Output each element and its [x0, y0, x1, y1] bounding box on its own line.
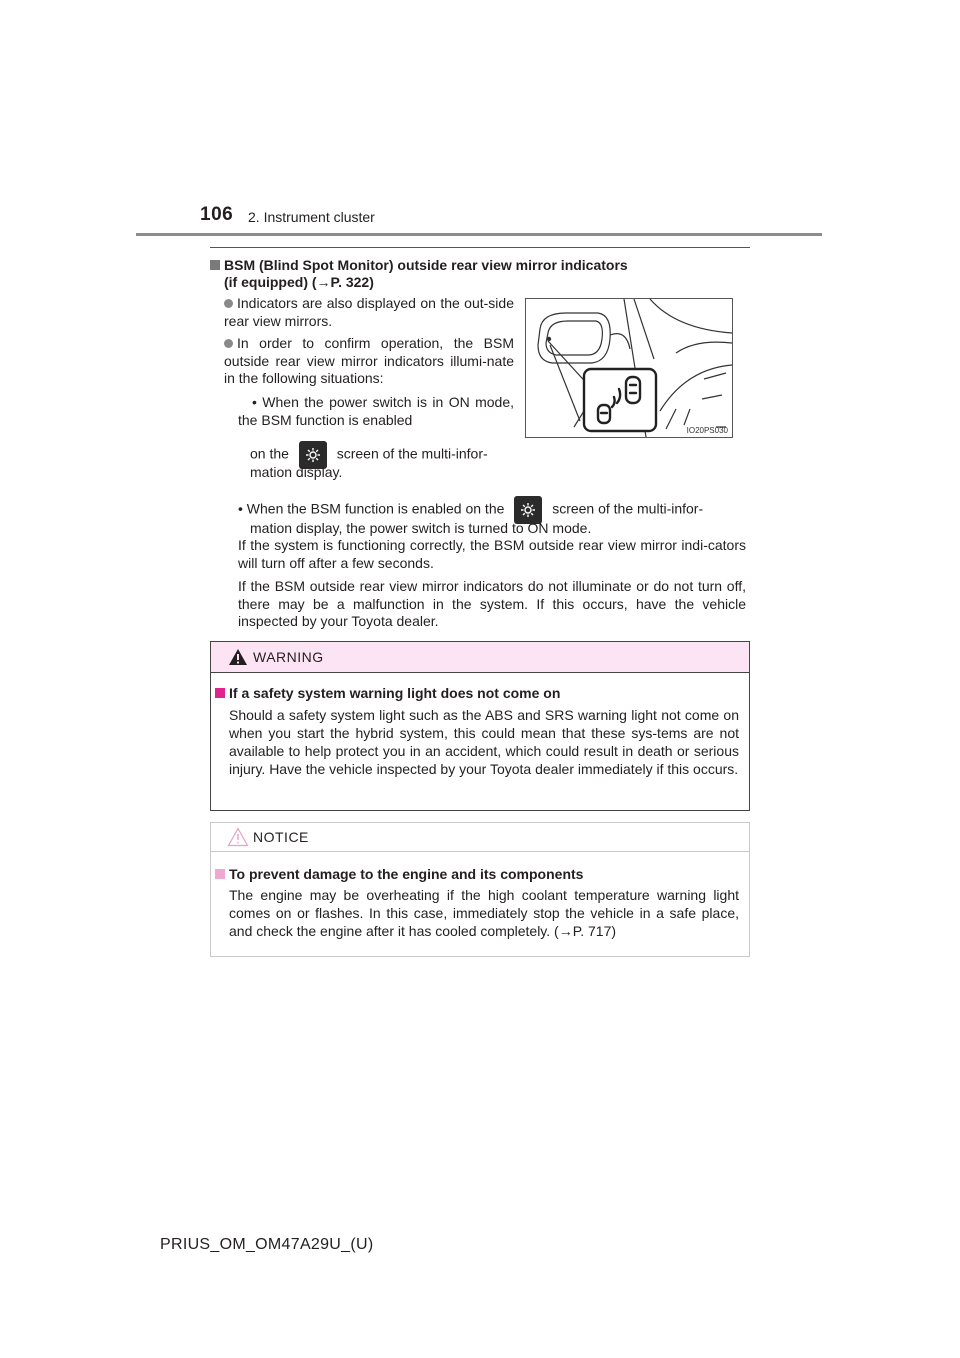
- mirror-indicator-figure: [525, 298, 733, 438]
- warning-title: WARNING: [253, 649, 324, 665]
- mirror-illustration: [526, 299, 732, 437]
- notice-title: NOTICE: [253, 829, 309, 845]
- warning-heading: If a safety system warning light does not come on: [215, 685, 560, 701]
- paragraph-malfunction: If the BSM outside rear view mirror indicators do not illuminate or do not turn off, there may be a malfunction in the system. If this occurs, have the vehicle inspected by your Toyota dealer.: [238, 578, 746, 629]
- notice-text: The engine may be overheating if the high coolant temperature warning light comes on or flashes. In this case, immediately stop the vehicle in a safe place, and check the engine after it has cooled completely. (→P. 717): [229, 887, 739, 939]
- bullet-confirm-operation: In order to confirm operation, the BSM outside rear view mirror indicators illumi-nate in the following situations:: [224, 335, 514, 386]
- warning-triangle-icon: [228, 648, 248, 671]
- section-rule: [210, 247, 750, 248]
- header-rule: [136, 233, 822, 236]
- sub-bullet-bsm-enabled: • When the BSM function is enabled on the screen of the multi-infor-: [238, 496, 758, 524]
- circle-bullet-icon: [224, 339, 233, 348]
- circle-bullet-icon: [224, 299, 233, 308]
- notice-header: [211, 823, 749, 852]
- paragraph-functioning: If the system is functioning correctly, the BSM outside rear view mirror indi-cators will turn off after a few seconds.: [238, 537, 746, 571]
- sub-bullet-power-on-line3: on the screen of the multi-infor-: [250, 441, 488, 469]
- warning-header: [211, 642, 749, 673]
- sub-bullet-bsm-enabled-line2: mation display, the power switch is turned to ON mode.: [250, 520, 592, 536]
- notice-heading: To prevent damage to the engine and its components: [215, 866, 583, 882]
- sub-bullet-power-on-line4: mation display.: [250, 464, 343, 480]
- figure-code: IO20PS030: [686, 426, 728, 435]
- square-bullet-icon: [215, 688, 225, 698]
- footer-doc-code: PRIUS_OM_OM47A29U_(U): [160, 1236, 374, 1253]
- warning-text: Should a safety system light such as the ABS and SRS warning light not come on when you start the hybrid system, this could mean that these sys-tems are not available to help protect you in an accident, which could result in death or serious injury. Have the vehicle inspected by your Toyota dealer immediately if this occurs.: [229, 707, 739, 777]
- bullet-indicators-mirrors: Indicators are also displayed on the out-side rear view mirrors.: [224, 295, 514, 329]
- page-number: 106: [200, 204, 234, 225]
- notice-triangle-icon: [227, 827, 249, 852]
- square-bullet-icon: [215, 869, 225, 879]
- chapter-title: 2. Instrument cluster: [248, 209, 375, 225]
- notice-box: [210, 822, 750, 957]
- warning-box: [210, 641, 750, 811]
- sub-bullet-power-on: • When the power switch is in ON mode, the BSM function is enabled: [238, 394, 514, 428]
- section-heading: BSM (Blind Spot Monitor) outside rear view mirror indicators (if equipped) (→P. 322): [210, 257, 750, 291]
- square-bullet-icon: [210, 260, 220, 270]
